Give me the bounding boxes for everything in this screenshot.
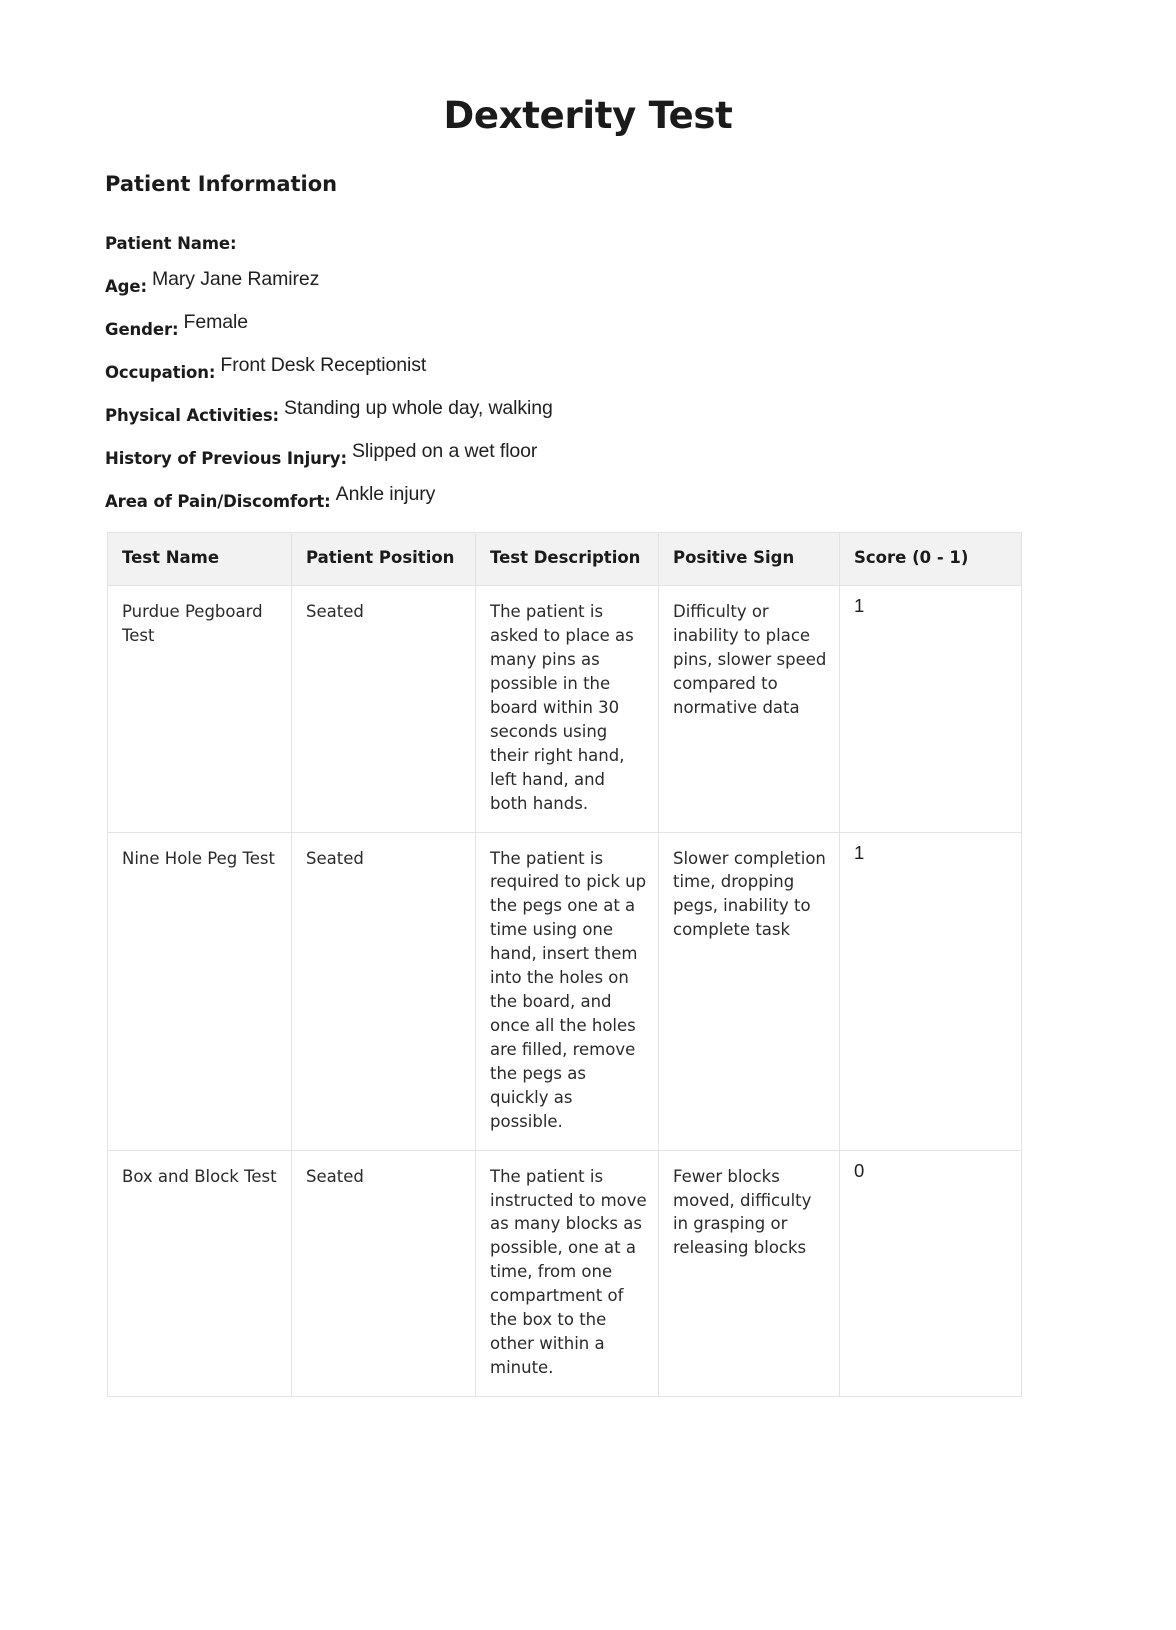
- table-row: [108, 586, 1022, 832]
- field-label-gender: Gender:: [105, 320, 179, 339]
- score-value[interactable]: 0: [854, 1159, 865, 1181]
- field-label-history-of-previous-injury: History of Previous Injury:: [105, 449, 347, 468]
- field-physical-activities: [105, 394, 1055, 437]
- field-value-history-of-previous-injury[interactable]: Slipped on a wet floor: [351, 440, 538, 462]
- field-label-occupation: Occupation:: [105, 363, 216, 382]
- cell-test-name: Box and Block Test: [108, 1150, 292, 1396]
- field-occupation: [105, 351, 1055, 394]
- field-value-area-of-pain-discomfort[interactable]: Ankle injury: [335, 483, 436, 505]
- cell-score: [840, 586, 1022, 832]
- cell-test-name: Nine Hole Peg Test: [108, 832, 292, 1150]
- table-row: [108, 1150, 1022, 1396]
- cell-positive-sign: Slower completion time, dropping pegs, inability to complete task: [659, 832, 840, 1150]
- table-body: [108, 586, 1022, 1397]
- table-header: [108, 533, 1022, 586]
- column-header-positive-sign: Positive Sign: [659, 533, 840, 586]
- score-value[interactable]: 1: [854, 595, 865, 617]
- cell-test-description: The patient is required to pick up the pegs one at a time using one hand, insert them into the holes on the board, and once all the holes are filled, remove the pegs as quickly as possible.: [476, 832, 659, 1150]
- field-label-physical-activities: Physical Activities:: [105, 406, 280, 425]
- field-value-occupation[interactable]: Front Desk Receptionist: [220, 354, 427, 376]
- patient-information-list: [105, 222, 1055, 523]
- cell-positive-sign: Fewer blocks moved, difficulty in grasping or releasing blocks: [659, 1150, 840, 1396]
- cell-patient-position: Seated: [292, 832, 476, 1150]
- field-value-patient-name-rendered[interactable]: Mary Jane Ramirez: [151, 268, 320, 290]
- cell-patient-position: Seated: [292, 586, 476, 832]
- cell-test-description: The patient is asked to place as many pins as possible in the board within 30 seconds using their right hand, left hand, and both hands.: [476, 586, 659, 832]
- cell-score: [840, 1150, 1022, 1396]
- field-label-patient-name: Patient Name:: [105, 234, 237, 253]
- field-age: [105, 265, 1055, 308]
- field-patient-name: [105, 222, 1055, 265]
- field-label-area-of-pain-discomfort: Area of Pain/Discomfort:: [105, 492, 331, 511]
- column-header-score: Score (0 - 1): [840, 533, 1022, 586]
- score-value[interactable]: 1: [854, 841, 865, 863]
- field-value-physical-activities[interactable]: Standing up whole day, walking: [284, 397, 553, 419]
- cell-patient-position: Seated: [292, 1150, 476, 1396]
- cell-positive-sign: Difficulty or inability to place pins, slower speed compared to normative data: [659, 586, 840, 832]
- field-gender: [105, 308, 1055, 351]
- patient-information-heading: Patient Information: [105, 172, 338, 196]
- table-header-row: [108, 533, 1022, 586]
- column-header-patient-position: Patient Position: [292, 533, 476, 586]
- table-row: [108, 832, 1022, 1150]
- cell-test-name: Purdue Pegboard Test: [108, 586, 292, 832]
- column-header-test-name: Test Name: [108, 533, 292, 586]
- field-history-of-previous-injury: [105, 437, 1055, 480]
- dexterity-test-table: [107, 532, 1022, 1397]
- field-value-gender[interactable]: Female: [183, 311, 248, 333]
- cell-test-description: The patient is instructed to move as many blocks as possible, one at a time, from one compartment of the box to the other within a minute.: [476, 1150, 659, 1396]
- field-label-age: Age:: [105, 277, 147, 296]
- page-title: Dexterity Test: [443, 94, 733, 137]
- column-header-test-description: Test Description: [476, 533, 659, 586]
- field-area-of-pain-discomfort: [105, 480, 1055, 523]
- cell-score: [840, 832, 1022, 1150]
